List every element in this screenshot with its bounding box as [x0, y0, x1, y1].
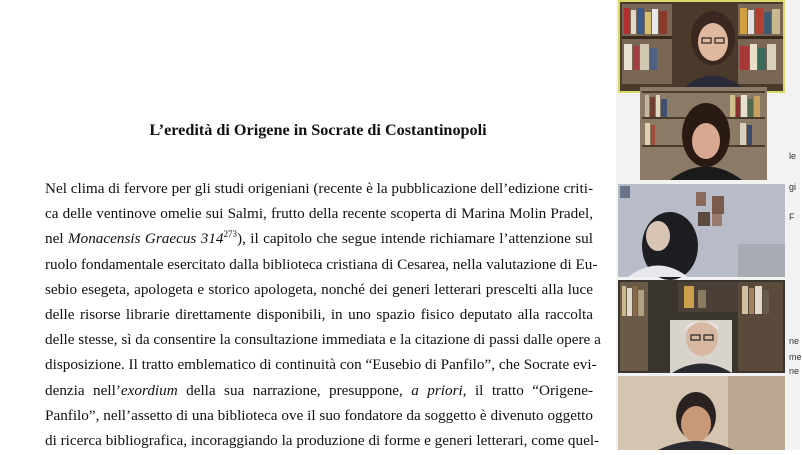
document-line [45, 327, 601, 352]
edge-text-1: le [789, 151, 797, 161]
document-line [45, 176, 593, 201]
document-line [45, 252, 598, 277]
document-line [45, 302, 593, 327]
participant-video-tile-3[interactable] [618, 184, 785, 277]
participant-video-tile-5[interactable] [618, 376, 785, 450]
document-line [45, 378, 593, 403]
document-text: Panfilo”, nell’assetto di una biblioteca ove il suo fondatore da soggetto è divenuto oggetto [45, 406, 593, 424]
document-line [45, 226, 593, 251]
edge-text-3: F [789, 212, 795, 222]
document-text: nel [45, 230, 68, 248]
participant-gallery [616, 0, 800, 450]
document-text: della sua narrazione, presuppone, [177, 381, 412, 399]
document-line [45, 277, 593, 302]
document-text: , il tratto “Origene- [462, 381, 593, 399]
participant-video-1 [618, 0, 785, 93]
document-line [45, 403, 593, 428]
document-italic-text: exordium [120, 381, 178, 399]
document-text: delle risorse librarie direttamente disponibili, in uno spazio fisico deputato alla raccolta [45, 305, 593, 323]
document-line [45, 352, 597, 377]
participant-video-tile-1[interactable] [618, 0, 785, 93]
footnote-marker: 273 [223, 229, 238, 240]
document-italic-text: a priori [411, 381, 463, 399]
participant-video-2 [640, 87, 767, 180]
edge-text-5: me [789, 352, 802, 362]
document-text: ca delle ventinove omelie sui Salmi, frutto della recente scoperta di Marina Molin Pradel, [45, 205, 593, 223]
participant-video-3 [618, 184, 785, 277]
edge-text-4: ne [789, 336, 800, 346]
participant-video-tile-4[interactable] [618, 280, 785, 373]
participant-video-tile-2[interactable] [640, 87, 767, 180]
document-text: ), il capitolo che segue intende richiamare l’attenzione sul [237, 230, 593, 248]
participant-video-4 [618, 280, 785, 373]
document-title: L’eredità di Origene in Socrate di Costantinopoli [149, 121, 487, 139]
edge-text-6: ne [789, 366, 800, 376]
document-text: sebio esegeta, apologeta e storico apologeta, nonché dei generi letterari prescelti alla luce [45, 280, 593, 298]
document-text: ruolo fondamentale esercitato dalla biblioteca cristiana di Cesarea, nella valutazione di Eu- [45, 255, 598, 273]
document-text: disposizione. Il tratto emblematico di continuità con “Eusebio di Panfilo”, che Socrate evi- [45, 356, 597, 374]
document-italic-text: Monacensis Graecus 314 [67, 230, 224, 248]
document-line [45, 428, 600, 453]
document-body [45, 176, 601, 453]
edge-text-2: gi [789, 182, 797, 192]
document-line [45, 201, 593, 226]
document-text: denzia nell’ [45, 381, 121, 399]
document-text: Nel clima di fervore per gli studi origeniani (recente è la pubblicazione dell’edizione criti- [45, 180, 593, 197]
participant-video-5 [618, 376, 785, 450]
document-text: delle stesse, sì da consentire la consultazione immediata e la citazione di passi dalle opere a [45, 331, 601, 349]
document-text: di ricerca bibliografica, incoraggiando la produzione di forme e generi letterari, come quel- [45, 431, 600, 449]
